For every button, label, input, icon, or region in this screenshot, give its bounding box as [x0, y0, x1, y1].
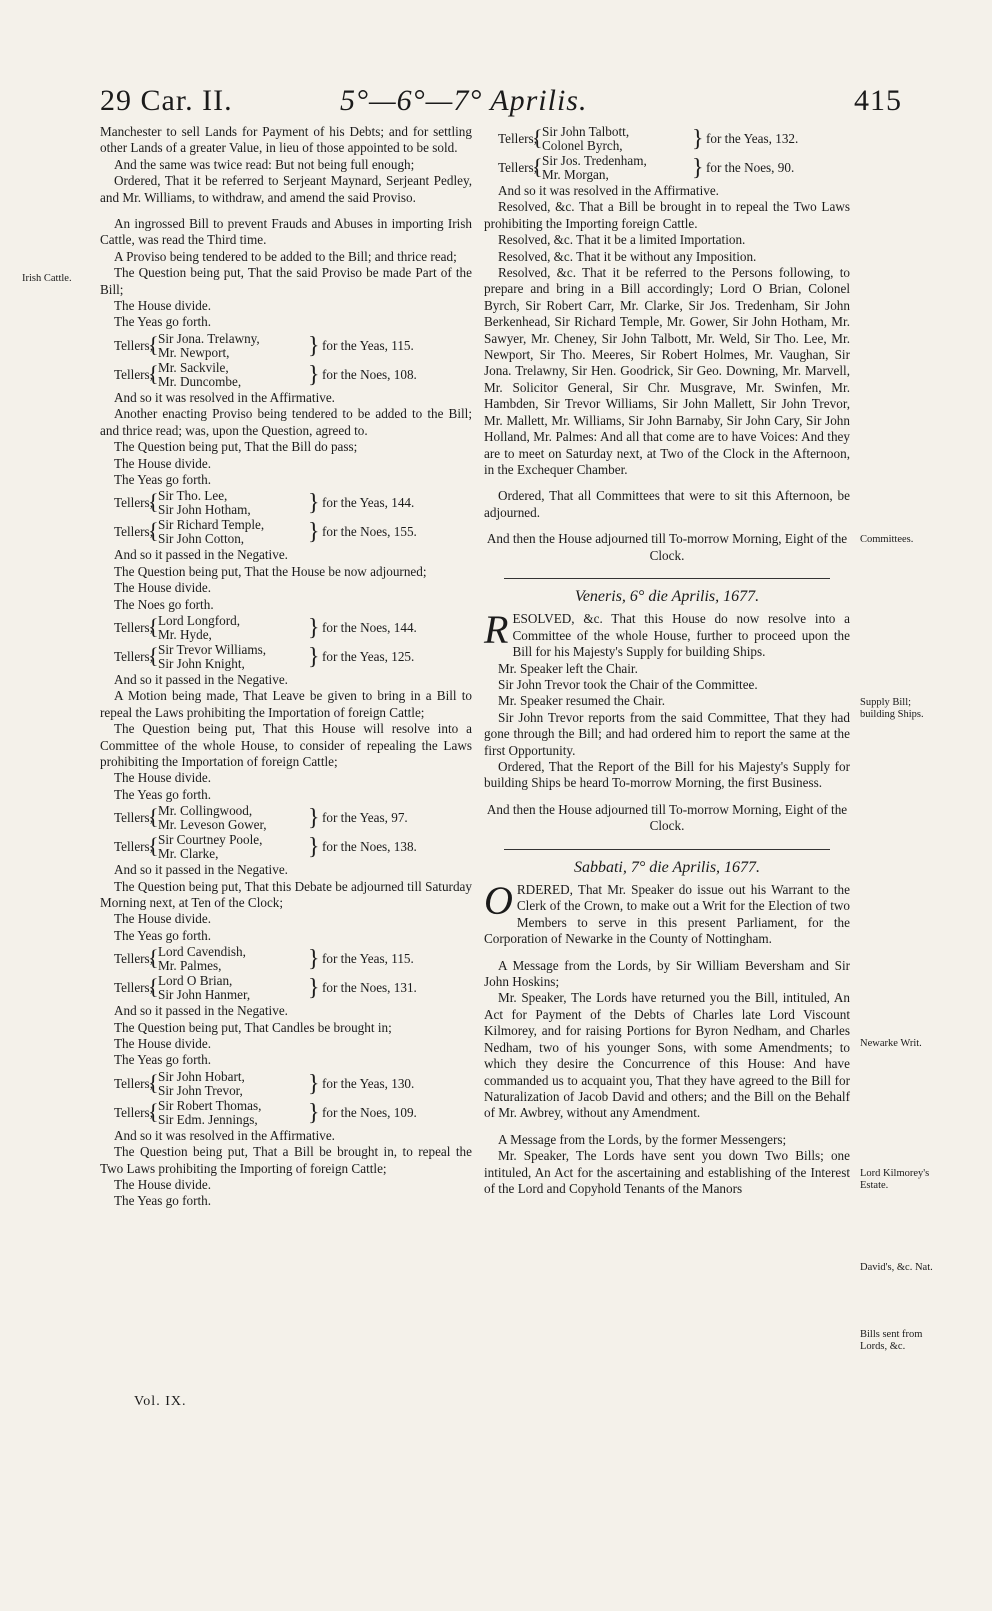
- tellers-entry: Tellers, { Lord O Brian, Sir John Hanmer, } for the Noes, 131.: [100, 974, 472, 1002]
- paragraph: Sir John Trevor reports from the said Committee, That they had gone through the Bill; and had ordered him to report the same at the first Opportunity.: [484, 709, 850, 758]
- teller-name: Mr. Hyde,: [158, 626, 212, 642]
- tellers-entry: Tellers, { Lord Longford, Mr. Hyde, } for the Noes, 144.: [100, 614, 472, 642]
- tellers-label: Tellers,: [114, 619, 153, 635]
- tellers-label: Tellers,: [114, 1104, 153, 1120]
- division-result: for the Yeas, 97.: [322, 809, 408, 825]
- section-divider: [504, 578, 830, 579]
- paragraph: The Question being put, That this Debate be adjourned till Saturday Morning next, at Ten of the Clock;: [100, 878, 472, 910]
- left-column: [100, 124, 472, 1210]
- regnal-year-header: 29 Car. II.: [100, 84, 233, 117]
- volume-footer: Vol. IX.: [134, 1394, 187, 1409]
- teller-name: Sir Jona. Trelawny,: [158, 330, 260, 346]
- margin-note-newarke: Newarke Writ.: [860, 1038, 922, 1049]
- page-number: 415: [854, 84, 902, 117]
- paragraph: The House divide.: [114, 911, 212, 927]
- teller-name: Sir John Knight,: [158, 655, 245, 671]
- teller-name: Mr. Palmes,: [158, 958, 222, 974]
- margin-note-irish-cattle: Irish Cattle.: [22, 273, 72, 284]
- tellers-label: Tellers,: [498, 130, 537, 146]
- paragraph: And so it passed in the Negative.: [114, 1003, 288, 1019]
- paragraph: A Message from the Lords, by Sir William Beversham and Sir John Hoskins;: [484, 957, 850, 990]
- division-result: for the Yeas, 144.: [322, 495, 415, 511]
- teller-name: Mr. Duncombe,: [158, 373, 242, 389]
- tellers-label: Tellers,: [114, 337, 153, 353]
- paragraph: The House divide.: [114, 455, 212, 471]
- tellers-entry: Tellers, { Sir Richard Temple, Sir John Cotton, } for the Noes, 155.: [100, 518, 472, 546]
- right-column: [484, 124, 850, 1197]
- tellers-entry: Tellers, { Sir Tho. Lee, Sir John Hotham, } for the Yeas, 144.: [100, 489, 472, 517]
- teller-name: Lord Longford,: [158, 612, 241, 628]
- division-result: for the Yeas, 115.: [322, 951, 414, 967]
- paragraph: Resolved, &c. That it be a limited Importation.: [498, 232, 746, 248]
- paragraph: An ingrossed Bill to prevent Frauds and Abuses in importing Irish Cattle, was read the Third time.: [100, 216, 472, 248]
- paragraph: And so it passed in the Negative.: [114, 862, 288, 878]
- paragraph: The Noes go forth.: [114, 596, 214, 612]
- tellers-label: Tellers,: [114, 648, 153, 664]
- day-heading: Sabbati, 7° die Aprilis, 1677.: [573, 858, 761, 876]
- tellers-entry: Tellers, { Sir John Talbott, Colonel Byrch, } for the Yeas, 132.: [484, 125, 850, 153]
- tellers-label: Tellers,: [114, 524, 153, 540]
- teller-name: Sir John Hanmer,: [158, 987, 251, 1003]
- teller-name: Lord Cavendish,: [158, 944, 246, 960]
- tellers-entry: Tellers, { Sir Jona. Trelawny, Mr. Newport, } for the Yeas, 115.: [100, 332, 472, 360]
- margin-note-committees: Committees.: [860, 534, 914, 545]
- tellers-entry: Tellers, { Sir John Hobart, Sir John Trevor, } for the Yeas, 130.: [100, 1070, 472, 1098]
- paragraph: A Message from the Lords, by the former Messengers;: [498, 1131, 787, 1147]
- teller-name: Sir John Hobart,: [158, 1068, 245, 1084]
- margin-note-supply-bill: Supply Bill; building Ships.: [860, 697, 924, 720]
- teller-name: Mr. Leveson Gower,: [158, 817, 267, 833]
- paragraph: Resolved, &c. That a Bill be brought in to repeal the Two Laws prohibiting the Importing foreign Cattle.: [484, 199, 850, 231]
- paragraph: The Yeas go forth.: [114, 471, 212, 487]
- division-result: for the Noes, 131.: [322, 980, 417, 996]
- teller-name: Mr. Newport,: [158, 344, 230, 360]
- division-result: for the Noes, 155.: [322, 524, 417, 540]
- tellers-entry: Tellers, { Sir Trevor Williams, Sir John Knight, } for the Yeas, 125.: [100, 643, 472, 671]
- teller-name: Lord O Brian,: [158, 973, 233, 989]
- teller-name: Sir Jos. Tredenham,: [542, 153, 647, 168]
- paragraph: And so it passed in the Negative.: [114, 547, 288, 563]
- paragraph: Another enacting Proviso being tendered to be added to the Bill; and thrice read; was, upon the Question, agreed to.: [100, 406, 472, 438]
- division-result: for the Yeas, 115.: [322, 337, 414, 353]
- margin-note-david: David's, &c. Nat.: [860, 1262, 933, 1273]
- division-result: for the Noes, 108.: [322, 366, 417, 382]
- teller-name: Mr. Collingwood,: [158, 803, 253, 819]
- teller-name: Sir John Talbott,: [542, 124, 630, 139]
- division-result: for the Noes, 109.: [322, 1104, 417, 1120]
- adjournment-line: And then the House adjourned till To-morrow Morning, Eight of the Clock.: [486, 801, 848, 834]
- teller-name: Sir Tho. Lee,: [158, 488, 228, 504]
- paragraph: Manchester to sell Lands for Payment of his Debts; and for settling other Lands of a greater Value, in lieu of those appointed to be sold.: [100, 124, 472, 156]
- tellers-label: Tellers,: [114, 838, 153, 854]
- paragraph: The Yeas go forth.: [114, 1052, 212, 1068]
- paragraph: And so it was resolved in the Affirmative.: [114, 389, 335, 405]
- paragraph: Mr. Speaker, The Lords have sent you down Two Bills; one intituled, An Act for the ascertaining and establishing of the Interest of the Lord and Copyhold Tenants of the Manors: [484, 1148, 850, 1196]
- section-divider: [504, 849, 830, 850]
- paragraph: The Question being put, That the House be now adjourned;: [114, 563, 427, 579]
- tellers-entry: Tellers, { Mr. Sackvile, Mr. Duncombe, } for the Noes, 108.: [100, 361, 472, 389]
- teller-name: Sir John Cotton,: [158, 531, 245, 547]
- division-result: for the Yeas, 132.: [706, 130, 799, 146]
- teller-name: Sir Edm. Jennings,: [158, 1111, 258, 1127]
- paragraph: The House divide.: [114, 298, 212, 314]
- paragraph: Resolved, &c. That it be without any Imposition.: [498, 248, 757, 264]
- paragraph: And so it was resolved in the Affirmative.: [114, 1127, 335, 1143]
- tellers-entry: Tellers, { Lord Cavendish, Mr. Palmes, } for the Yeas, 115.: [100, 945, 472, 973]
- paragraph: The Question being put, That the Bill do pass;: [114, 439, 358, 455]
- paragraph: Resolved, &c. That it be referred to the Persons following, to prepare and bring in a Bill accordingly; Lord O Brian, Colonel Byrch, Sir Robert Carr, Mr. Clarke, Sir Jos. Tredenham, Sir John Berkenhead, Sir Richard Temple, Mr. Gower, Sir John Hotham, Mr. Sawyer, Mr. Cheney, Sir John Talbott, Mr. Weld, Sir Tho. Lee, Mr. Newport, Sir Tho. Meeres, Sir Robert Holmes, Mr. Vaughan, Sir Jona. Trelawny, Sir Hen. Goodrick, Sir Geo. Downing, Mr. Marvell, Mr. Solicitor General, Sir Chr. Musgrave, Mr. Swinfen, Mr. Hambden, Sir Trevor Williams, Sir John Mallett, Sir John Trevor, Mr. Mallett, Mr. Williams, Sir John Barnaby, Sir John Cary, Sir John Holland, Mr. Palmes: And all that come are to have Voices: And they are to meet on Saturday next, at Two of the Clock in the Afternoon, in the Exchequer Chamber.: [484, 265, 850, 477]
- adjournment-line: And then the House adjourned till To-morrow Morning, Eight of the Clock.: [486, 531, 848, 563]
- paragraph: Mr. Speaker, The Lords have returned you the Bill, intituled, An Act for Payment of the Debts of Charles late Lord Viscount Kilmorey, and for raising Portions for Byron Nedham, and Charles Nedham, two of his younger Sons, with some Amendments; to which they desire the Concurrence of this House: And have commanded us to acquaint you, That they have agreed to the Bill for Naturalization of Jacob David and others; and the Bill on the Behalf of Mr. Awbrey, without any Amendment.: [484, 990, 850, 1121]
- paragraph: [484, 878, 850, 948]
- tellers-label: Tellers,: [114, 809, 153, 825]
- tellers-entry: Tellers, { Sir Robert Thomas, Sir Edm. Jennings, } for the Noes, 109.: [100, 1099, 472, 1127]
- drop-cap: O: [484, 878, 513, 924]
- division-result: for the Noes, 144.: [322, 619, 417, 635]
- paragraph: The House divide.: [114, 1177, 212, 1193]
- division-result: for the Noes, 138.: [322, 838, 417, 854]
- tellers-label: Tellers,: [114, 951, 153, 967]
- teller-name: Sir Robert Thomas,: [158, 1097, 262, 1113]
- paragraph: The House divide.: [114, 1036, 212, 1052]
- paragraph-text: ESOLVED, &c. That this House do now resolve into a Committee of the whole House, further to proceed upon the Bill for his Majesty's Supply for building Ships.: [512, 611, 850, 660]
- paragraph: The Question being put, That Candles be brought in;: [114, 1019, 392, 1035]
- tellers-label: Tellers,: [114, 495, 153, 511]
- paragraph: The Question being put, That this House will resolve into a Committee of the whole House, to consider of repealing the Laws prohibiting the Importation of foreign Cattle;: [100, 721, 472, 769]
- teller-name: Sir John Trevor,: [158, 1082, 243, 1098]
- paragraph: The Question being put, That the said Proviso be made Part of the Bill;: [100, 265, 472, 297]
- paragraph: And so it was resolved in the Affirmative.: [498, 183, 719, 198]
- tellers-label: Tellers,: [114, 1075, 153, 1091]
- margin-note-bills-sent: Bills sent from Lords, &c.: [860, 1329, 923, 1352]
- division-result: for the Noes, 90.: [706, 159, 795, 175]
- tellers-label: Tellers,: [114, 980, 153, 996]
- tellers-entry: Tellers, { Sir Jos. Tredenham, Mr. Morgan, } for the Noes, 90.: [484, 154, 850, 182]
- paragraph: The House divide.: [114, 770, 212, 786]
- paragraph: Ordered, That the Report of the Bill for his Majesty's Supply for building Ships be heard To-morrow Morning, the first Business.: [484, 759, 850, 791]
- paragraph: A Motion being made, That Leave be given to bring in a Bill to repeal the Laws prohibiting the Importation of foreign Cattle;: [100, 688, 472, 720]
- teller-name: Sir Courtney Poole,: [158, 832, 263, 848]
- date-header: 5°—6°—7° Aprilis.: [340, 84, 588, 117]
- teller-name: Mr. Morgan,: [542, 167, 609, 182]
- tellers-label: Tellers,: [114, 366, 153, 382]
- paragraph: And so it passed in the Negative.: [114, 671, 288, 687]
- teller-name: Colonel Byrch,: [542, 138, 623, 153]
- day-heading: Veneris, 6° die Aprilis, 1677.: [574, 587, 760, 605]
- tellers-label: Tellers,: [498, 159, 537, 175]
- paragraph: Mr. Speaker left the Chair.: [498, 660, 638, 676]
- margin-note-kilmorey: Lord Kilmorey's Estate.: [860, 1168, 930, 1191]
- paragraph: A Proviso being tendered to be added to the Bill; and thrice read;: [114, 248, 457, 264]
- paragraph: [484, 607, 850, 660]
- paragraph: The Question being put, That a Bill be brought in, to repeal the Two Laws prohibiting the Importing of foreign Cattle;: [100, 1144, 472, 1176]
- paragraph: And the same was twice read: But not being full enough;: [114, 156, 415, 172]
- teller-name: Sir Richard Temple,: [158, 517, 265, 533]
- teller-name: Mr. Clarke,: [158, 846, 219, 862]
- paragraph: The Yeas go forth.: [114, 927, 212, 943]
- paragraph-text: RDERED, That Mr. Speaker do issue out his Warrant to the Clerk of the Crown, to make out a Writ for the Election of two Members to serve in this present Parliament, for the Corporation of Newarke in the County of Nottingham.: [484, 882, 850, 947]
- paragraph: Ordered, That it be referred to Serjeant Maynard, Serjeant Pedley, and Mr. Williams, to withdraw, and amend the said Proviso.: [100, 173, 472, 205]
- drop-cap: R: [484, 607, 509, 653]
- paragraph: The Yeas go forth.: [114, 314, 212, 330]
- teller-name: Mr. Sackvile,: [158, 359, 229, 375]
- paragraph: Ordered, That all Committees that were to sit this Afternoon, be adjourned.: [484, 488, 850, 520]
- tellers-entry: Tellers, { Mr. Collingwood, Mr. Leveson Gower, } for the Yeas, 97.: [100, 804, 472, 832]
- paragraph: The Yeas go forth.: [114, 786, 212, 802]
- paragraph: The Yeas go forth.: [114, 1193, 212, 1209]
- paragraph: Sir John Trevor took the Chair of the Committee.: [498, 676, 758, 692]
- paragraph: Mr. Speaker resumed the Chair.: [498, 693, 665, 709]
- teller-name: Sir John Hotham,: [158, 502, 251, 518]
- tellers-entry: Tellers, { Sir Courtney Poole, Mr. Clarke, } for the Noes, 138.: [100, 833, 472, 861]
- paragraph: The House divide.: [114, 580, 212, 596]
- division-result: for the Yeas, 130.: [322, 1075, 415, 1091]
- teller-name: Sir Trevor Williams,: [158, 641, 267, 657]
- division-result: for the Yeas, 125.: [322, 648, 415, 664]
